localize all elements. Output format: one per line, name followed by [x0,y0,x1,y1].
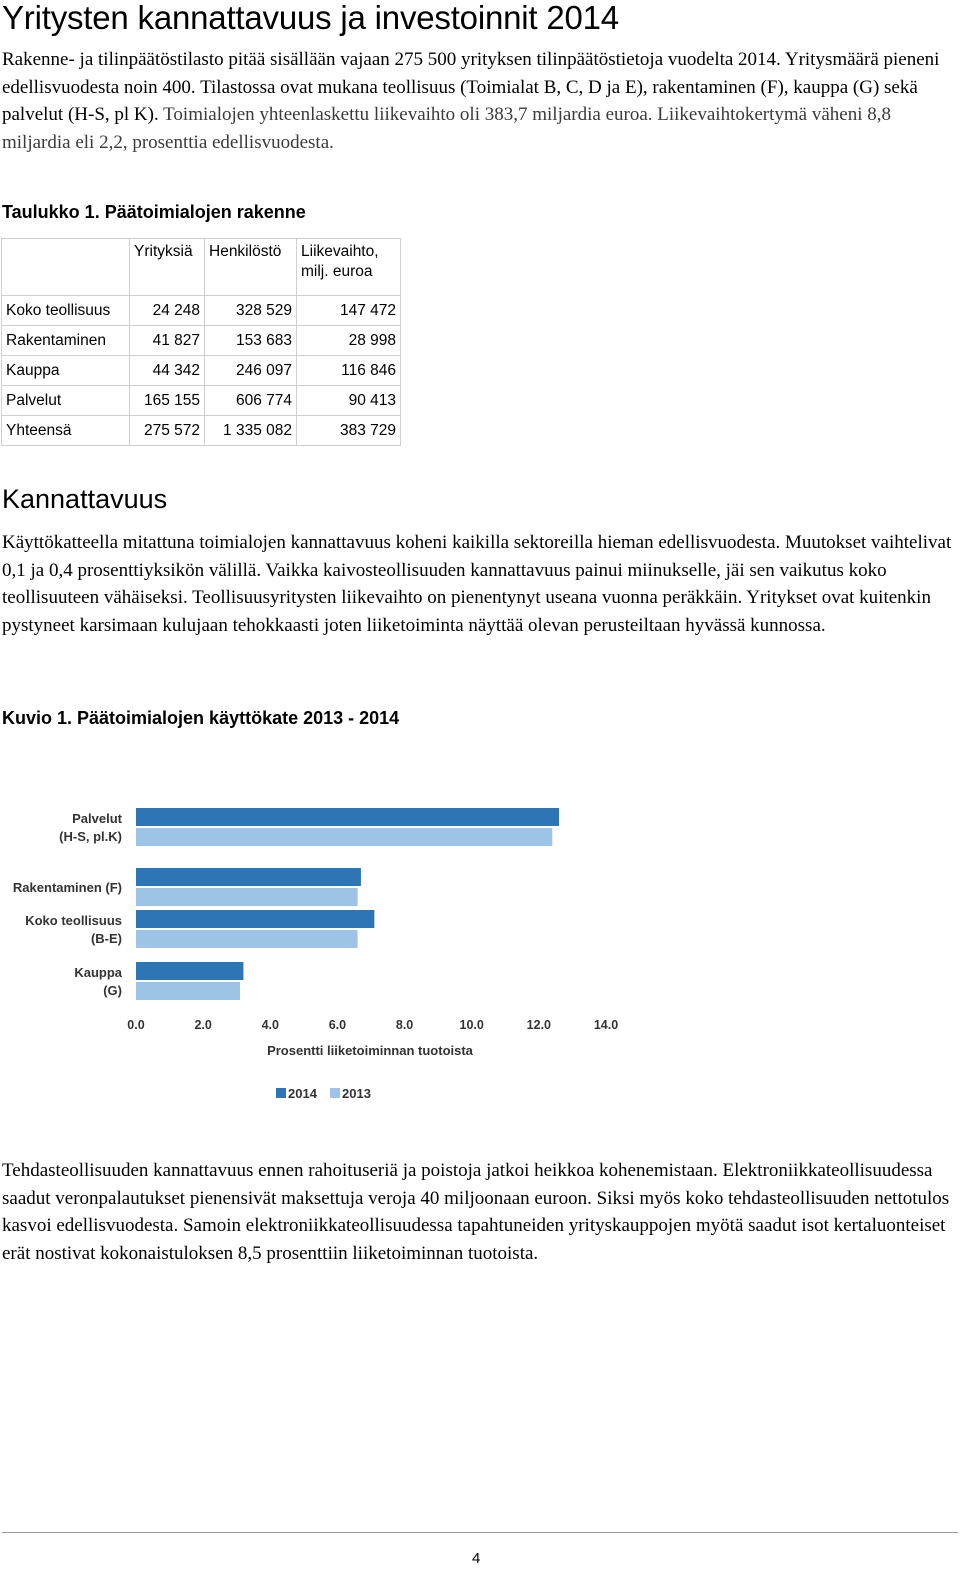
table-row [2,326,401,356]
table-header-row [2,239,401,296]
category-label: (B-E) [90,931,122,946]
category-label: (H-S, pl.K) [59,829,122,844]
table-row [2,356,401,386]
table-header-cell: Henkilöstö [205,239,297,296]
bar-2014-2 [136,910,374,928]
category-label: Rakentaminen (F) [12,880,122,895]
ebitda-bar-chart [0,770,640,1110]
page-title: Yritysten kannattavuus ja investoinnit 2014 [2,0,619,36]
manufacturing-paragraph: Tehdasteollisuuden kannattavuus ennen rahoituseriä ja poistoja jatkoi heikkoa kohenemistaan. Elektroniikkateollisuudessa saadut veronpalautukset pienensivät maksettuja veroja 40 miljoonaan euroon. Siksi myös koko tehdasteollisuuden nettotulos kasvoi edellisvuodesta. Samoin elektroniikkateollisuudessa tapahtuneiden yrityskauppojen myötä saadut isot kertaluonteiset erät nostivat kokonaistuloksen 8,5 prosenttiin liiketoiminnan tuotoista. [2,1160,950,1264]
x-tick-label: 4.0 [261,1018,279,1032]
x-tick-label: 10.0 [459,1018,484,1032]
table-cell: 28 998 [297,326,401,356]
table-cell: Rakentaminen [2,326,130,356]
table-row [2,386,401,416]
section-title: Kannattavuus [2,484,168,514]
table-cell: Koko teollisuus [2,296,130,326]
table-cell: 383 729 [297,416,401,446]
table-cell: 1 335 082 [205,416,297,446]
bar-2014-3 [136,962,243,980]
bar-2014-0 [136,808,559,826]
table-cell: 116 846 [297,356,401,386]
footer-divider [2,1532,958,1533]
table-caption: Taulukko 1. Päätoimialojen rakenne [2,202,306,222]
x-tick-label: 6.0 [328,1018,347,1032]
table-cell: Yhteensä [2,416,130,446]
intro-part-1: Rakenne- ja tilinpäätöstilasto pitää sisällään vajaan 275 500 yrityksen tilinpäätöstietoja vuodelta 2014. Yritysmäärä pieneni edellisvuodesta noin 400. Tilastossa ovat mukana teollisuus (Toimialat B, C, D ja E), rakentaminen (F), kauppa (G) sekä palvelut (H-S, pl K). [2,49,940,125]
table-cell: 328 529 [205,296,297,326]
table-row [2,296,401,326]
x-tick-label: 8.0 [395,1018,414,1032]
legend-swatch-2014 [276,1088,286,1098]
x-tick-label: 12.0 [526,1018,552,1032]
table-header-cell [2,239,130,296]
legend-swatch-2013 [330,1088,340,1098]
category-label: Kauppa [74,965,122,980]
structure-table [1,238,401,446]
bar-2013-1 [136,888,358,906]
table-header-cell: Liikevaihto, milj. euroa [297,239,401,296]
bar-2014-1 [136,868,361,886]
table-cell: 44 342 [130,356,205,386]
table-row [2,416,401,446]
table-cell: Palvelut [2,386,130,416]
table-cell: 90 413 [297,386,401,416]
legend-label-2013: 2013 [342,1086,371,1101]
x-tick-label: 14.0 [593,1018,619,1032]
profitability-paragraph: Käyttökatteella mitattuna toimialojen kannattavuus koheni kaikilla sektoreilla hieman edellisvuodesta. Muutokset vaihtelivat 0,1 ja 0,4 prosenttiyksikön välillä. Vaikka kaivosteollisuuden kannattavuus painui miinukselle, jäi sen vaikutus koko teollisuuteen vähäiseksi. Teollisuusyritysten liikevaihto on pienentynyt useana vuonna peräkkäin. Yritykset ovat kuitenkin pystyneet karsimaan kulujaan tehokkaasti joten liiketoiminta näyttää olevan perusteiltaan hyvässä kunnossa. [2,532,952,636]
figure-caption: Kuvio 1. Päätoimialojen käyttökate 2013 - 2014 [2,708,400,728]
intro-paragraph [2,46,958,156]
table-cell: Kauppa [2,356,130,386]
table-cell: 606 774 [205,386,297,416]
table-cell: 147 472 [297,296,401,326]
bar-2013-0 [136,828,552,846]
table-cell: 246 097 [205,356,297,386]
category-label: Palvelut [72,811,122,826]
category-label: (G) [103,983,122,998]
table-cell: 275 572 [130,416,205,446]
x-tick-label: 2.0 [194,1018,212,1032]
bar-2013-3 [136,982,240,1000]
table-cell: 153 683 [205,326,297,356]
page-number: 4 [472,1550,481,1567]
legend-label-2014: 2014 [288,1086,317,1101]
table-header-cell: Yrityksiä [130,239,205,296]
bar-2013-2 [136,930,358,948]
table-cell: 41 827 [130,326,205,356]
category-label: Koko teollisuus [25,913,122,928]
table-cell: 24 248 [130,296,205,326]
x-tick-label: 0.0 [127,1018,145,1032]
x-axis-label: Prosentti liiketoiminnan tuotoista [267,1043,473,1058]
intro-part-2: Toimialojen yhteenlaskettu liikevaihto oli 383,7 miljardia euroa. Liikevaihtokertymä väheni 8,8 miljardia eli 2,2, prosenttia edellisvuodesta. [2,104,892,153]
table-cell: 165 155 [130,386,205,416]
